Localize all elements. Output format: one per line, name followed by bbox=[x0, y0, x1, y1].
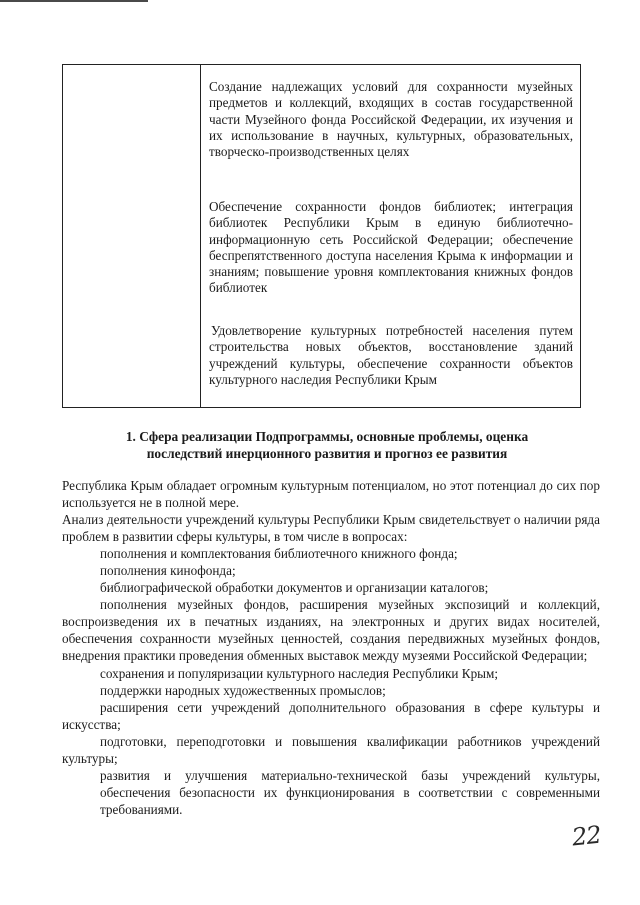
list-item: библиографической обработки документов и организации каталогов; bbox=[100, 580, 489, 596]
table-cell-museum-goal: Создание надлежащих условий для сохранности музейных предметов и коллекций, входящих в состав государственной части Музейного фонда Российской Федерации, их изучения и их использование в научных, культурных, образовательных, творческо-производственных целях bbox=[209, 79, 573, 160]
scan-edge-mark bbox=[0, 0, 148, 2]
list-item: пополнения кинофонда; bbox=[100, 563, 236, 579]
goals-table bbox=[62, 64, 581, 408]
paragraph-potential bbox=[62, 477, 600, 511]
paragraph-potential-text: Республика Крым обладает огромным культурным потенциалом, но этот потенциал до сих пор используется не в полной мере. bbox=[62, 478, 600, 511]
list-item: развития и улучшения материально-технической базы учреждений культуры, обеспечения безопасности их функционирования в соответствии с современными требованиями. bbox=[100, 767, 600, 817]
list-item: пополнения и комплектования библиотечного книжного фонда; bbox=[100, 546, 458, 562]
list-item: поддержки народных художественных промыслов; bbox=[100, 682, 386, 698]
paragraph-analysis bbox=[62, 511, 600, 545]
body-text bbox=[62, 477, 600, 818]
section-heading-line-1: 1. Сфера реализации Подпрограммы, основные проблемы, оценка bbox=[125, 429, 529, 444]
section-heading-line-2: последствий инерционного развития и прогноз ее развития bbox=[146, 446, 508, 461]
list-item: пополнения музейных фондов, расширения музейных экспозиций и коллекций, воспроизведения их в печатных изданиях, на электронных и других видах носителей, обеспечения сохранности музейных ценностей, создания передвижных музейных фондов, внедрения практики проведения обменных выставок между музеями Российской Федерации; bbox=[62, 597, 600, 664]
list-item: расширения сети учреждений дополнительного образования в сфере культуры и искусства; bbox=[62, 699, 600, 732]
table-cell-heritage-goal: Удовлетворение культурных потребностей населения путем строительства новых объектов, восстановление зданий учреждений культуры, обеспечение сохранности объектов культурного наследия Республики Крым bbox=[209, 323, 573, 387]
paragraph-analysis-text: Анализ деятельности учреждений культуры Республики Крым свидетельствует о наличии ряда проблем в развитии сферы культуры, в том числе в вопросах: bbox=[62, 512, 600, 545]
table-cell-library-goal: Обеспечение сохранности фондов библиотек; интеграция библиотек Республики Крым в единую библиотечно-информационную сеть Российской Федерации; обеспечение беспрепятственного доступа населения Крыма к информации и знаниям; повышение уровня комплектования книжных фондов библиотек bbox=[209, 199, 573, 296]
table-column-divider bbox=[200, 65, 201, 407]
handwritten-page-number: 22 bbox=[570, 820, 602, 852]
section-heading bbox=[62, 428, 592, 462]
list-item: подготовки, переподготовки и повышения квалификации работников учреждений культуры; bbox=[62, 733, 600, 766]
list-item: сохранения и популяризации культурного наследия Республики Крым; bbox=[100, 665, 499, 681]
